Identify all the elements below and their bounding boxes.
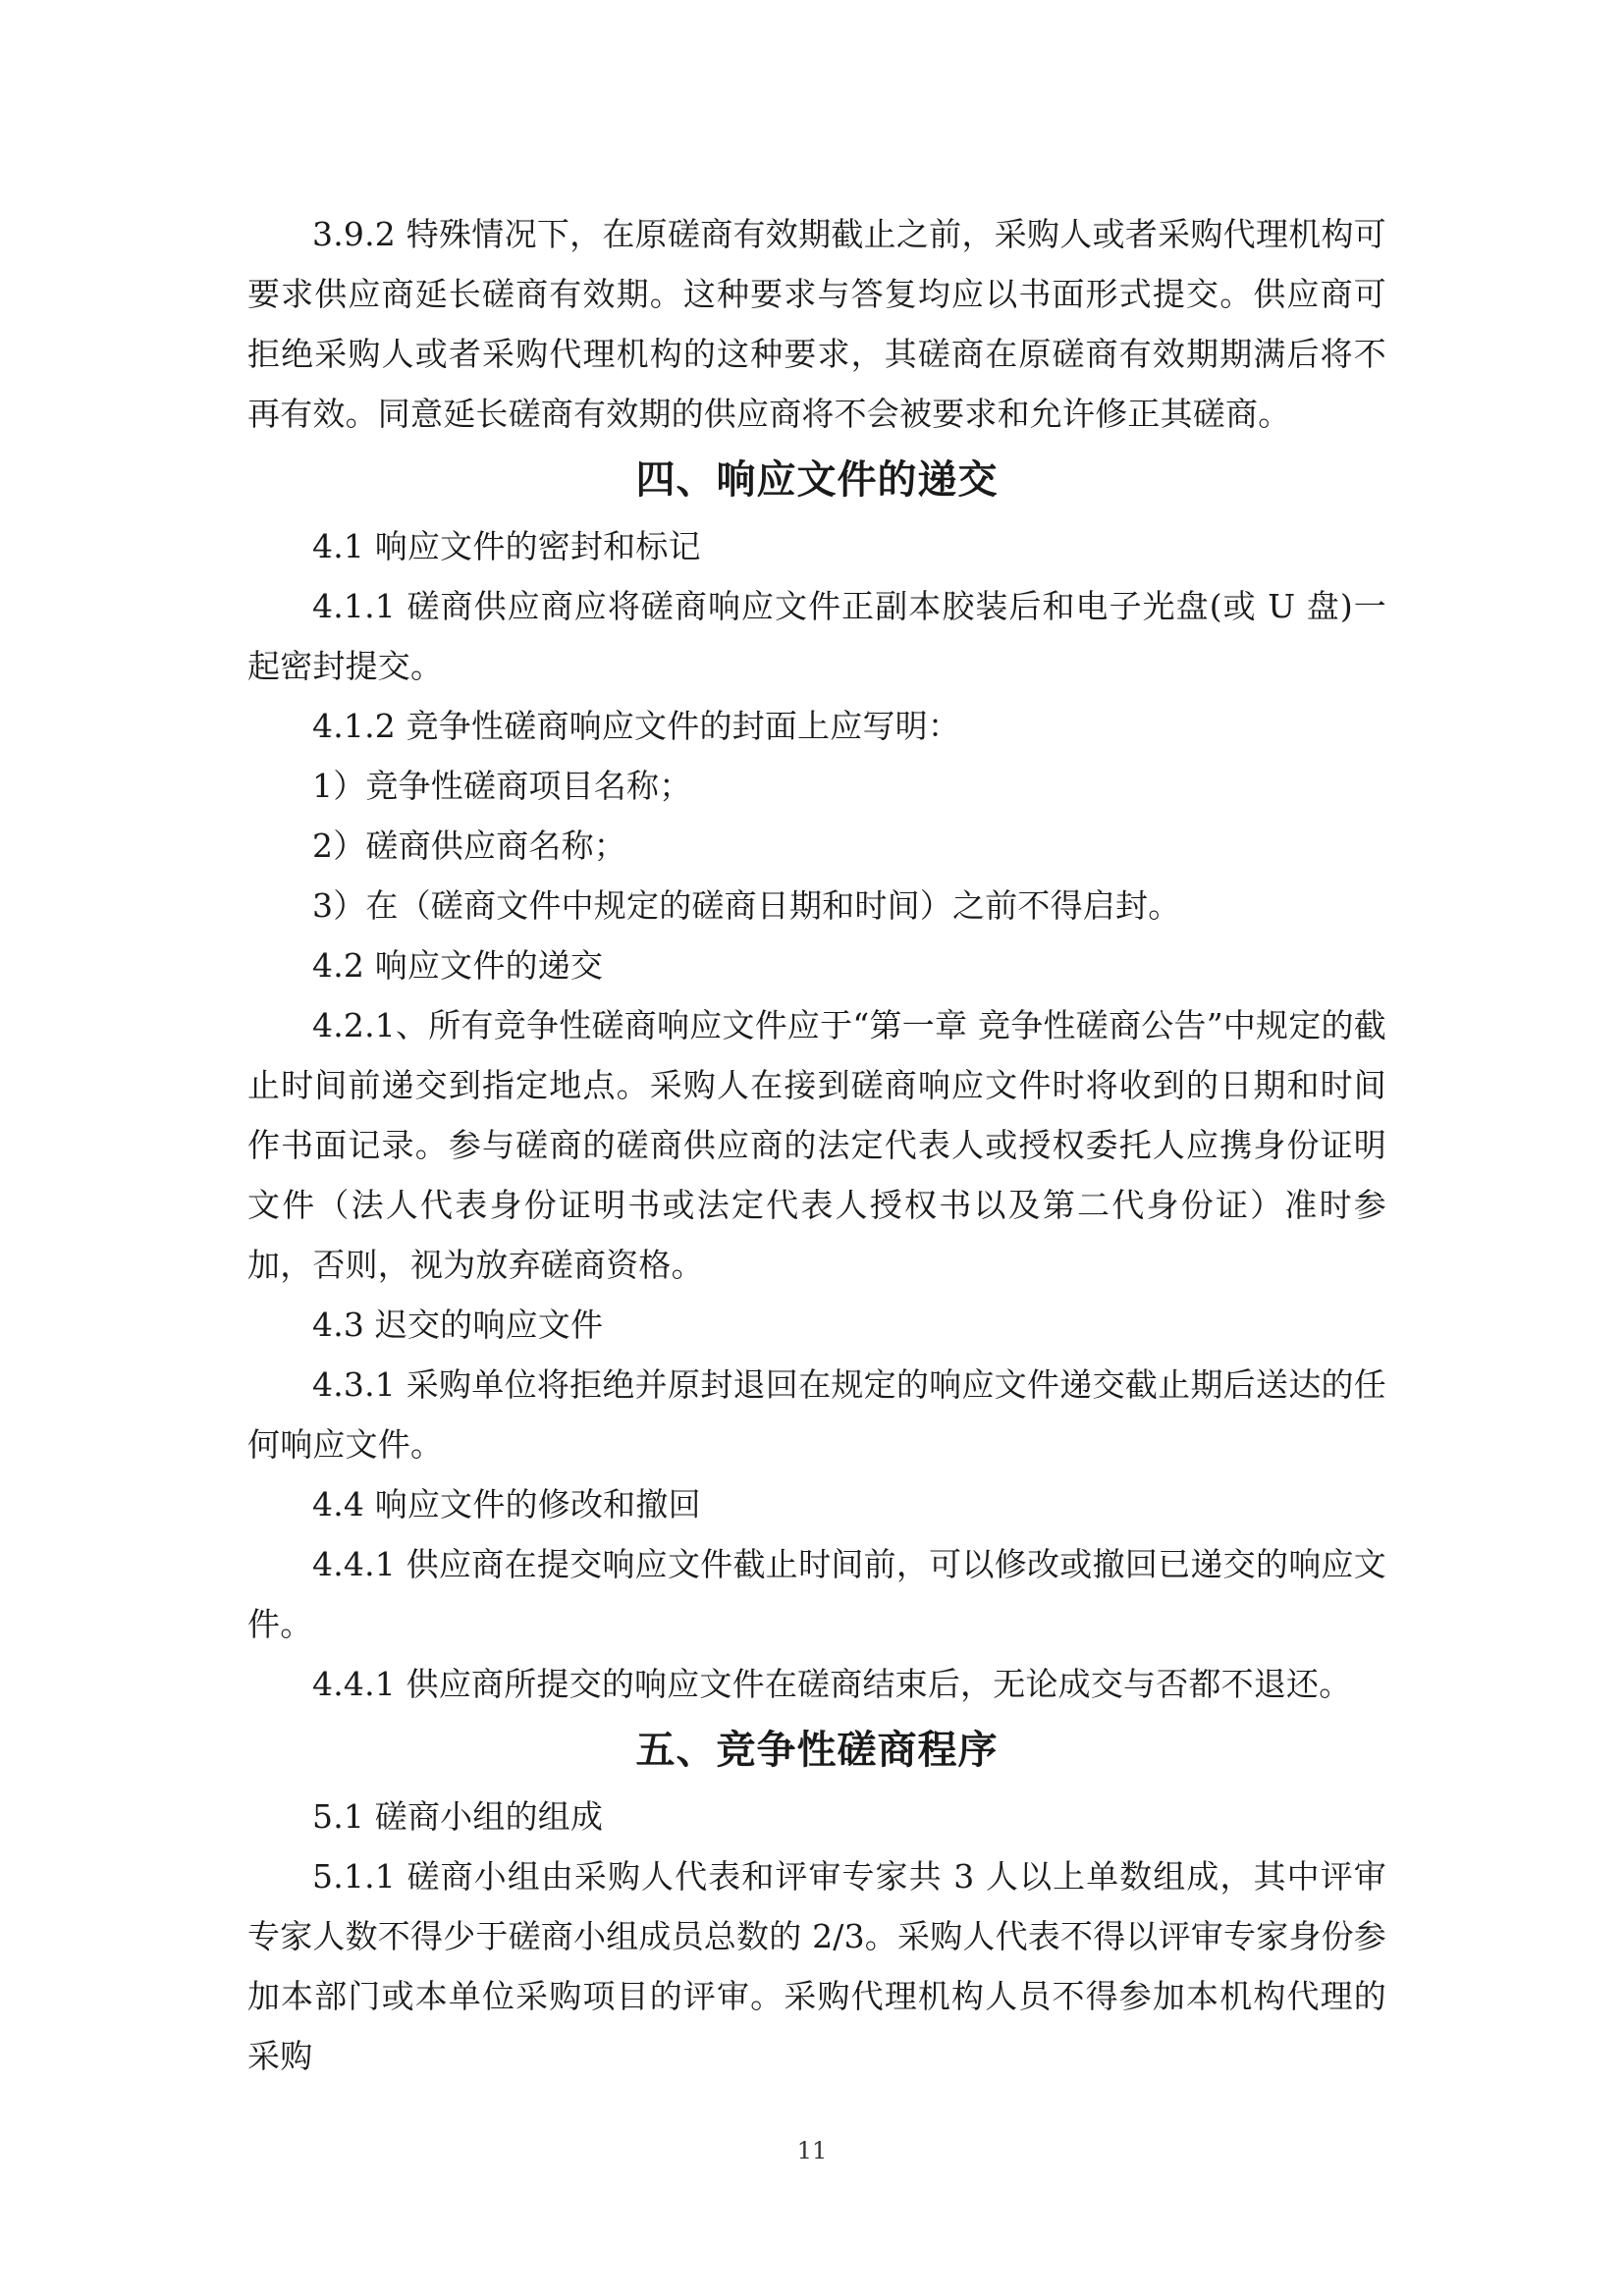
paragraph-4-3: 4.3 迟交的响应文件 [312, 1306, 604, 1344]
section-5-heading: 五、竞争性磋商程序 [635, 1728, 999, 1773]
paragraph-5-1-1: 5.1.1 磋商小组由采购人代表和评审专家共 3 人以上单数组成，其中评审专家人数不得少于磋商小组成员总数的 2/3。采购人代表不得以评审专家身份参加本部门或本单位采购项目的评审。采购代理机构人员不得参加本机构代理的采购 [247, 1857, 1386, 2075]
paragraph-4-1: 4.1 响应文件的密封和标记 [312, 527, 701, 565]
list-item-3: 3）在（磋商文件中规定的磋商日期和时间）之前不得启封。 [312, 886, 1181, 925]
page-body [247, 204, 1386, 2086]
paragraph-3-9-2: 3.9.2 特殊情况下，在原磋商有效期截止之前，采购人或者采购代理机构可要求供应商延长磋商有效期。这种要求与答复均应以书面形式提交。供应商可拒绝采购人或者采购代理机构的这种要求，其磋商在原磋商有效期期满后将不再有效。同意延长磋商有效期的供应商将不会被要求和允许修正其磋商。 [247, 215, 1386, 433]
section-4-heading: 四、响应文件的递交 [635, 457, 999, 503]
paragraph-4-4-1-b: 4.4.1 供应商所提交的响应文件在磋商结束后，无论成交与否都不退还。 [312, 1665, 1352, 1703]
paragraph-4-3-1: 4.3.1 采购单位将拒绝并原封退回在规定的响应文件递交截止期后送达的任何响应文件。 [247, 1365, 1386, 1464]
paragraph-4-1-1: 4.1.1 磋商供应商应将磋商响应文件正副本胶装后和电子光盘(或 U 盘)一起密封提交。 [247, 587, 1386, 685]
list-item-2: 2）磋商供应商名称； [312, 827, 626, 865]
page-number: 11 [796, 2137, 828, 2164]
paragraph-4-4: 4.4 响应文件的修改和撤回 [312, 1485, 701, 1523]
paragraph-4-2: 4.2 响应文件的递交 [312, 946, 604, 985]
paragraph-4-2-1: 4.2.1、所有竞争性磋商响应文件应于“第一章 竞争性磋商公告”中规定的截止时间前递交到指定地点。采购人在接到磋商响应文件时将收到的日期和时间作书面记录。参与磋商的磋商供应商的法定代表人或授权委托人应携身份证明文件（法人代表身份证明书或法定代表人授权书以及第二代身份证）准时参加，否则，视为放弃磋商资格。 [247, 1006, 1386, 1284]
paragraph-4-4-1: 4.4.1 供应商在提交响应文件截止时间前，可以修改或撤回已递交的响应文件。 [247, 1545, 1386, 1643]
paragraph-5-1: 5.1 磋商小组的组成 [312, 1797, 604, 1836]
paragraph-4-1-2: 4.1.2 竞争性磋商响应文件的封面上应写明： [312, 707, 961, 745]
list-item-1: 1）竞争性磋商项目名称； [312, 767, 692, 805]
